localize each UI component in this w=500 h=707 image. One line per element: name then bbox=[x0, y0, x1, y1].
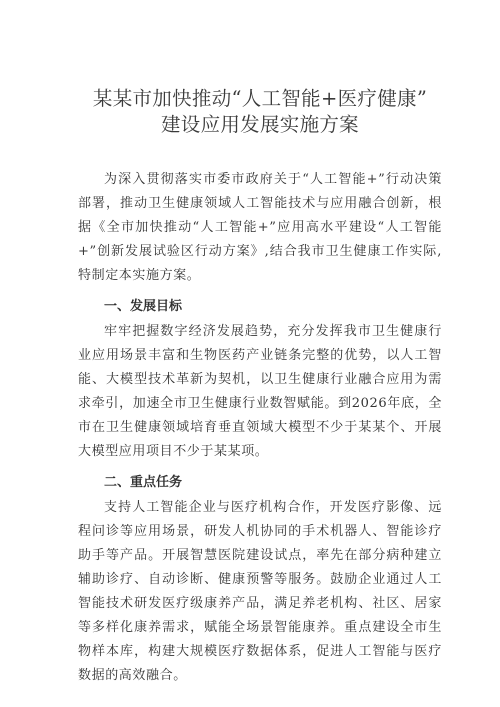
section-heading-tasks: 二、重点任务 bbox=[104, 475, 183, 490]
title-line-2: 建设应用发展实施方案 bbox=[160, 113, 359, 136]
document-title bbox=[78, 86, 442, 138]
spacer bbox=[78, 288, 442, 292]
intro-paragraph: 为深入贯彻落实市委市政府关于“人工智能+”行动决策部署，推动卫生健康领域人工智能技术与应用融合创新，根据《全市加快推动“人工智能+”应用高水平建设“人工智能+”创新发展试验区行动方案》,结合我市卫生健康工作实际,特制定本实施方案。 bbox=[78, 172, 442, 283]
title-line-1: 某某市加快推动“人工智能+医疗健康” bbox=[92, 87, 428, 110]
section-heading-goals: 一、发展目标 bbox=[104, 299, 183, 314]
spacer bbox=[78, 464, 442, 468]
section-body-goals: 牢牢把握数字经济发展趋势，充分发挥我市卫生健康行业应用场景丰富和生物医药产业链条完整的优势，以人工智能、大模型技术革新为契机，以卫生健康行业融合应用为需求牵引，加速全市卫生健康行业数智赋能。到2026年底，全市在卫生健康领域培育垂直领域大模型不少于某某个、开展大模型应用项目不少于某某项。 bbox=[78, 324, 442, 459]
section-body-tasks: 支持人工智能企业与医疗机构合作，开发医疗影像、远程问诊等应用场景，研发人机协同的手术机器人、智能诊疗助手等产品。开展智慧医院建设试点，率先在部分病种建立辅助诊疗、自动诊断、健康预警等服务。鼓励企业通过人工智能技术研发医疗级康养产品，满足养老机构、社区、居家等多样化康养需求，赋能全场景智能康养。重点建设全市生物样本库，构建大规模医疗数据体系，促进人工智能与医疗数据的高效融合。 bbox=[78, 500, 442, 683]
